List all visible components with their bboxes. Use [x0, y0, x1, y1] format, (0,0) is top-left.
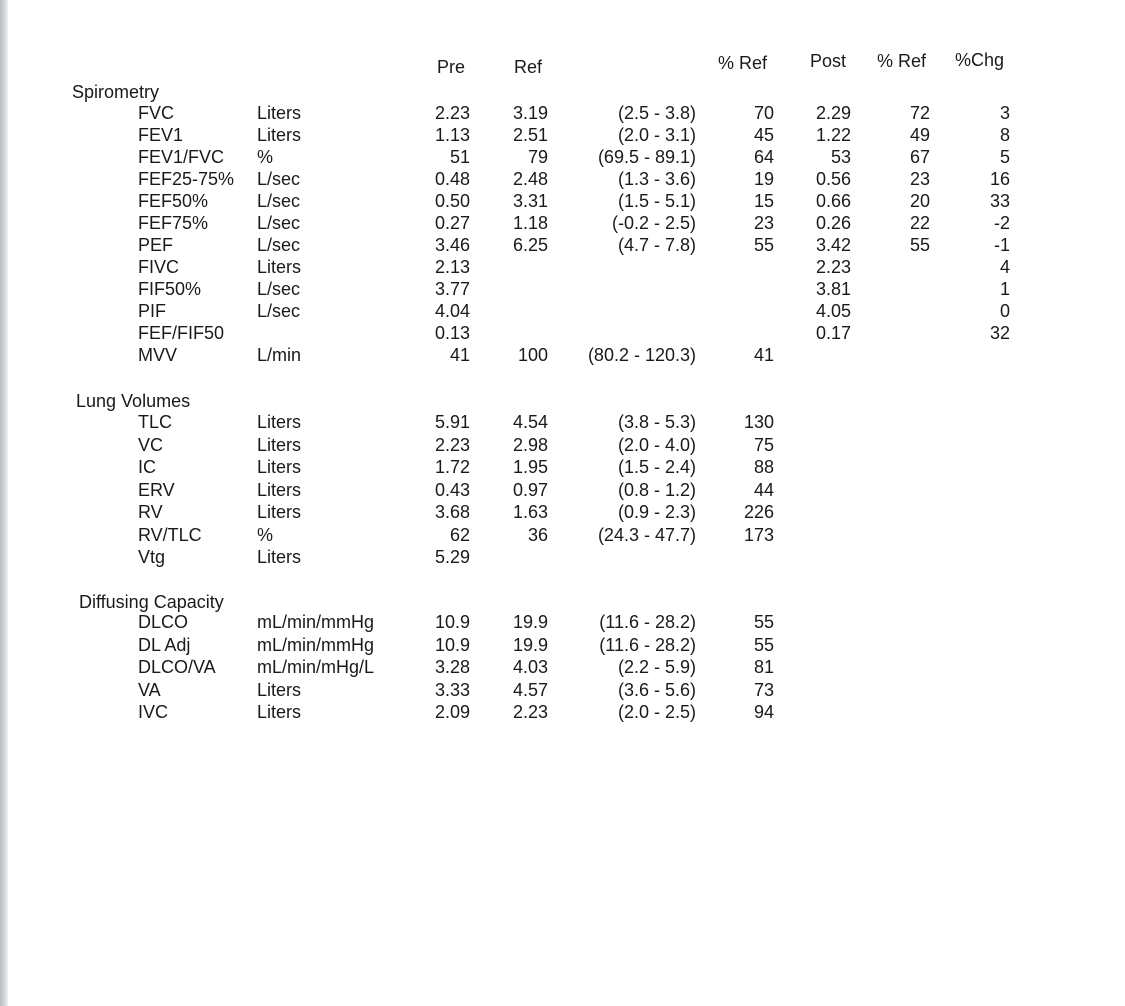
- row-pct-ref: 75: [753, 434, 774, 455]
- row-name: VC: [138, 434, 164, 455]
- row-name: FVC: [138, 103, 174, 123]
- row-range: (2.0 - 4.0): [617, 434, 696, 455]
- row-name: DLCO: [138, 612, 189, 632]
- row-post: 3.42: [815, 235, 851, 255]
- row-range: (1.5 - 2.4): [617, 457, 696, 477]
- row-unit: Liters: [257, 125, 302, 145]
- row-pct-ref: 173: [743, 524, 774, 545]
- header-post-pct-ref: % Ref: [877, 51, 927, 71]
- row-unit: mL/min/mmHg: [257, 634, 375, 655]
- row-ref: 19.9: [512, 634, 548, 655]
- row-pct-ref: 44: [753, 479, 774, 500]
- row-post-pct-ref: 23: [909, 169, 930, 189]
- row-unit: Liters: [257, 479, 302, 500]
- row-ref: 3.19: [512, 103, 548, 123]
- row-range: (11.6 - 28.2): [599, 612, 696, 632]
- row-unit: L/sec: [257, 235, 301, 255]
- row-unit: L/sec: [257, 301, 301, 321]
- row-post: 0.66: [815, 191, 851, 211]
- row-pre: 1.13: [434, 125, 470, 145]
- section-title: Diffusing Capacity: [79, 592, 224, 612]
- row-name: DLCO/VA: [138, 657, 216, 677]
- row-unit: Liters: [257, 103, 302, 123]
- row-name: Vtg: [138, 547, 166, 567]
- row-pre: 0.50: [434, 191, 470, 211]
- row-pre: 3.77: [434, 279, 470, 299]
- row-ref: 2.48: [512, 169, 548, 189]
- row-pre: 3.28: [434, 657, 470, 677]
- row-pct-chg: 0: [999, 301, 1010, 321]
- row-ref: 1.63: [512, 502, 548, 522]
- row-ref: 2.51: [512, 125, 548, 145]
- row-pct-chg: 1: [999, 279, 1010, 299]
- row-name: TLC: [138, 412, 173, 432]
- row-name: PIF: [138, 301, 167, 321]
- row-pre: 0.13: [434, 323, 470, 343]
- row-post: 2.23: [815, 257, 851, 277]
- row-range: (1.5 - 5.1): [617, 191, 696, 211]
- row-pct-ref: 70: [753, 103, 774, 123]
- row-pct-ref: 15: [753, 191, 774, 211]
- row-unit: Liters: [257, 702, 302, 722]
- row-pct-ref: 23: [753, 213, 774, 233]
- row-post: 3.81: [815, 279, 851, 299]
- row-post-pct-ref: 22: [909, 213, 930, 233]
- row-pct-ref: 94: [753, 702, 774, 722]
- row-unit: mL/min/mmHg: [257, 612, 375, 632]
- row-ref: 0.97: [512, 479, 548, 500]
- row-post: 4.05: [815, 301, 851, 321]
- row-ref: 1.18: [512, 213, 548, 233]
- header-ref: Ref: [514, 57, 543, 77]
- row-pre: 62: [449, 524, 470, 545]
- row-pre: 3.68: [434, 502, 470, 522]
- row-post-pct-ref: 67: [909, 147, 930, 167]
- header-pre: Pre: [437, 57, 466, 77]
- row-pct-ref: 19: [753, 169, 774, 189]
- section-title: Spirometry: [72, 82, 160, 102]
- row-post-pct-ref: 72: [909, 103, 930, 123]
- row-pct-ref: 55: [753, 612, 774, 632]
- row-pct-chg: -2: [993, 213, 1010, 233]
- row-range: (80.2 - 120.3): [587, 345, 696, 365]
- row-pct-chg: 8: [999, 125, 1010, 145]
- row-pre: 2.23: [434, 103, 470, 123]
- row-post: 0.26: [815, 213, 851, 233]
- row-pct-ref: 55: [753, 235, 774, 255]
- row-pct-ref: 130: [743, 412, 774, 432]
- row-unit: Liters: [257, 434, 302, 455]
- row-ref: 1.95: [512, 457, 548, 477]
- row-name: DL Adj: [138, 634, 191, 655]
- row-name: RV/TLC: [138, 524, 202, 545]
- row-range: (-0.2 - 2.5): [611, 213, 696, 233]
- row-range: (4.7 - 7.8): [617, 235, 696, 255]
- row-name: FEF50%: [138, 191, 209, 211]
- row-name: ERV: [138, 479, 175, 500]
- row-unit: %: [257, 524, 274, 545]
- row-range: (0.8 - 1.2): [617, 479, 696, 500]
- row-pct-ref: 55: [753, 634, 774, 655]
- row-pre: 2.09: [434, 702, 470, 722]
- row-name: IC: [138, 457, 156, 477]
- row-name: MVV: [138, 345, 178, 365]
- row-unit: Liters: [257, 502, 302, 522]
- row-pct-ref: 88: [753, 457, 774, 477]
- row-unit: L/sec: [257, 279, 301, 299]
- row-unit: L/sec: [257, 169, 301, 189]
- row-range: (0.9 - 2.3): [617, 502, 696, 522]
- header-pct-ref: % Ref: [718, 53, 768, 73]
- row-post: 53: [830, 147, 851, 167]
- row-ref: 6.25: [512, 235, 548, 255]
- row-pre: 1.72: [434, 457, 470, 477]
- row-name: FEF25-75%: [138, 169, 235, 189]
- row-unit: L/min: [257, 345, 302, 365]
- row-pre: 5.91: [434, 412, 470, 432]
- row-pct-ref: 226: [743, 502, 774, 522]
- row-range: (3.6 - 5.6): [617, 679, 696, 700]
- row-unit: Liters: [257, 412, 302, 432]
- row-pct-chg: 3: [999, 103, 1010, 123]
- row-pre: 0.48: [434, 169, 470, 189]
- row-post-pct-ref: 55: [909, 235, 930, 255]
- row-post-pct-ref: 20: [909, 191, 930, 211]
- row-unit: Liters: [257, 257, 302, 277]
- row-pre: 0.43: [434, 479, 470, 500]
- row-unit: L/sec: [257, 191, 301, 211]
- row-ref: 79: [527, 147, 548, 167]
- row-pct-chg: -1: [993, 235, 1010, 255]
- row-unit: %: [257, 147, 274, 167]
- row-pct-chg: 5: [999, 147, 1010, 167]
- row-unit: Liters: [257, 679, 302, 700]
- row-ref: 100: [517, 345, 548, 365]
- row-range: (11.6 - 28.2): [599, 634, 696, 655]
- row-range: (1.3 - 3.6): [617, 169, 696, 189]
- row-name: IVC: [138, 702, 169, 722]
- row-pre: 10.9: [434, 634, 470, 655]
- row-range: (69.5 - 89.1): [597, 147, 696, 167]
- row-range: (24.3 - 47.7): [597, 524, 696, 545]
- row-post: 0.56: [815, 169, 851, 189]
- row-pct-ref: 45: [753, 125, 774, 145]
- row-pct-chg: 32: [989, 323, 1010, 343]
- row-name: FIF50%: [138, 279, 202, 299]
- row-pre: 10.9: [434, 612, 470, 632]
- row-pre: 2.23: [434, 434, 470, 455]
- row-pre: 4.04: [434, 301, 470, 321]
- row-ref: 36: [527, 524, 548, 545]
- row-pct-ref: 64: [753, 147, 774, 167]
- row-post: 2.29: [815, 103, 851, 123]
- row-range: (2.0 - 2.5): [617, 702, 696, 722]
- row-name: FEF75%: [138, 213, 209, 233]
- row-range: (2.5 - 3.8): [617, 103, 696, 123]
- row-ref: 4.54: [512, 412, 548, 432]
- row-range: (3.8 - 5.3): [617, 412, 696, 432]
- row-range: (2.2 - 5.9): [617, 657, 696, 677]
- row-pre: 3.33: [434, 679, 470, 700]
- row-pct-chg: 16: [989, 169, 1010, 189]
- row-name: FEV1/FVC: [138, 147, 225, 167]
- row-pre: 5.29: [434, 547, 470, 567]
- row-post: 1.22: [815, 125, 851, 145]
- row-pre: 3.46: [434, 235, 470, 255]
- header-post: Post: [810, 51, 847, 71]
- row-ref: 4.03: [512, 657, 548, 677]
- row-name: RV: [138, 502, 163, 522]
- row-ref: 3.31: [512, 191, 548, 211]
- row-post: 0.17: [815, 323, 851, 343]
- row-pct-ref: 73: [753, 679, 774, 700]
- header-pct-chg: %Chg: [955, 50, 1005, 70]
- row-pct-chg: 33: [989, 191, 1010, 211]
- section-title: Lung Volumes: [76, 391, 191, 411]
- row-pct-chg: 4: [999, 257, 1010, 277]
- row-pre: 41: [449, 345, 470, 365]
- row-name: FEF/FIF50: [138, 323, 225, 343]
- row-name: FIVC: [138, 257, 180, 277]
- row-name: FEV1: [138, 125, 184, 145]
- row-ref: 2.23: [512, 702, 548, 722]
- row-name: VA: [138, 679, 161, 700]
- row-name: PEF: [138, 235, 174, 255]
- row-unit: L/sec: [257, 213, 301, 233]
- row-ref: 2.98: [512, 434, 548, 455]
- row-unit: Liters: [257, 547, 302, 567]
- row-ref: 19.9: [512, 612, 548, 632]
- row-pre: 51: [449, 147, 470, 167]
- row-pct-ref: 81: [753, 657, 774, 677]
- row-pre: 0.27: [434, 213, 470, 233]
- row-pre: 2.13: [434, 257, 470, 277]
- row-pct-ref: 41: [753, 345, 774, 365]
- row-ref: 4.57: [512, 679, 548, 700]
- row-unit: mL/min/mHg/L: [257, 657, 375, 677]
- row-unit: Liters: [257, 457, 302, 477]
- row-post-pct-ref: 49: [909, 125, 930, 145]
- row-range: (2.0 - 3.1): [617, 125, 696, 145]
